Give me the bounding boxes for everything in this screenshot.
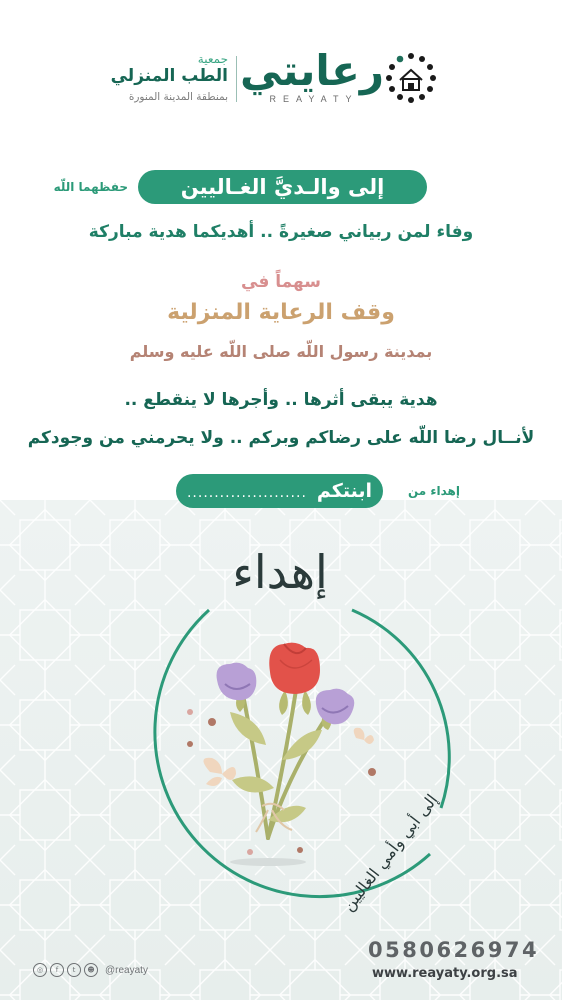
instagram-icon[interactable]: ◎: [33, 963, 47, 977]
social-handle[interactable]: @reayaty: [105, 964, 148, 976]
share-in-line: سهماً في: [241, 272, 321, 292]
butterfly-small-icon: [354, 728, 374, 744]
prayer-line: لأنــال رضا اللّه على رضاكم وبركم .. ولا يحرمني من وجودكم: [27, 428, 535, 448]
org-name: الطب المنزلي: [110, 66, 228, 86]
phone-number[interactable]: 0580626974: [368, 938, 540, 962]
gift-word-title: إهداء: [232, 545, 328, 599]
org-region: بمنطقة المدينة المنورة: [128, 91, 228, 103]
butterfly-icon: [203, 758, 236, 786]
facebook-icon[interactable]: f: [50, 963, 64, 977]
sender-name: ابنتكم: [316, 480, 372, 502]
city-line: بمدينة رسول اللّه صلى اللّه عليه وسلم: [129, 342, 433, 361]
logo-wordmark: رعايتي: [239, 46, 384, 95]
purple-flower-left-icon: [217, 663, 257, 701]
snapchat-icon[interactable]: ☻: [84, 963, 98, 977]
social-links: [33, 963, 148, 977]
purple-flower-right-icon: [316, 689, 354, 725]
circle-frame-right: [352, 610, 449, 808]
logo-latin-text: REAYATY: [269, 94, 359, 104]
waqf-name-line: وقف الرعاية المنزلية: [167, 300, 395, 325]
recipient-title-pill: إلى والـديَّ الغـاليين: [138, 170, 427, 204]
circle-caption: إلى أبي وأمي الغاليين: [338, 790, 442, 915]
blessing-note: حفظهما اللّه: [53, 180, 128, 194]
website-link[interactable]: www.reayaty.org.sa: [372, 966, 518, 981]
twitter-icon[interactable]: t: [67, 963, 81, 977]
sender-dots: ......................: [186, 485, 307, 501]
dedication-line: وفاء لمن ربياني صغيرةً .. أهديكما هدية مباركة: [88, 222, 474, 242]
org-label-association: جمعية: [197, 52, 228, 66]
from-label: إهداء من: [407, 484, 460, 498]
lasting-gift-line: هدية يبقى أثرها .. وأجرها لا ينقطع ..: [124, 390, 438, 410]
red-tulip-icon: [269, 643, 320, 694]
